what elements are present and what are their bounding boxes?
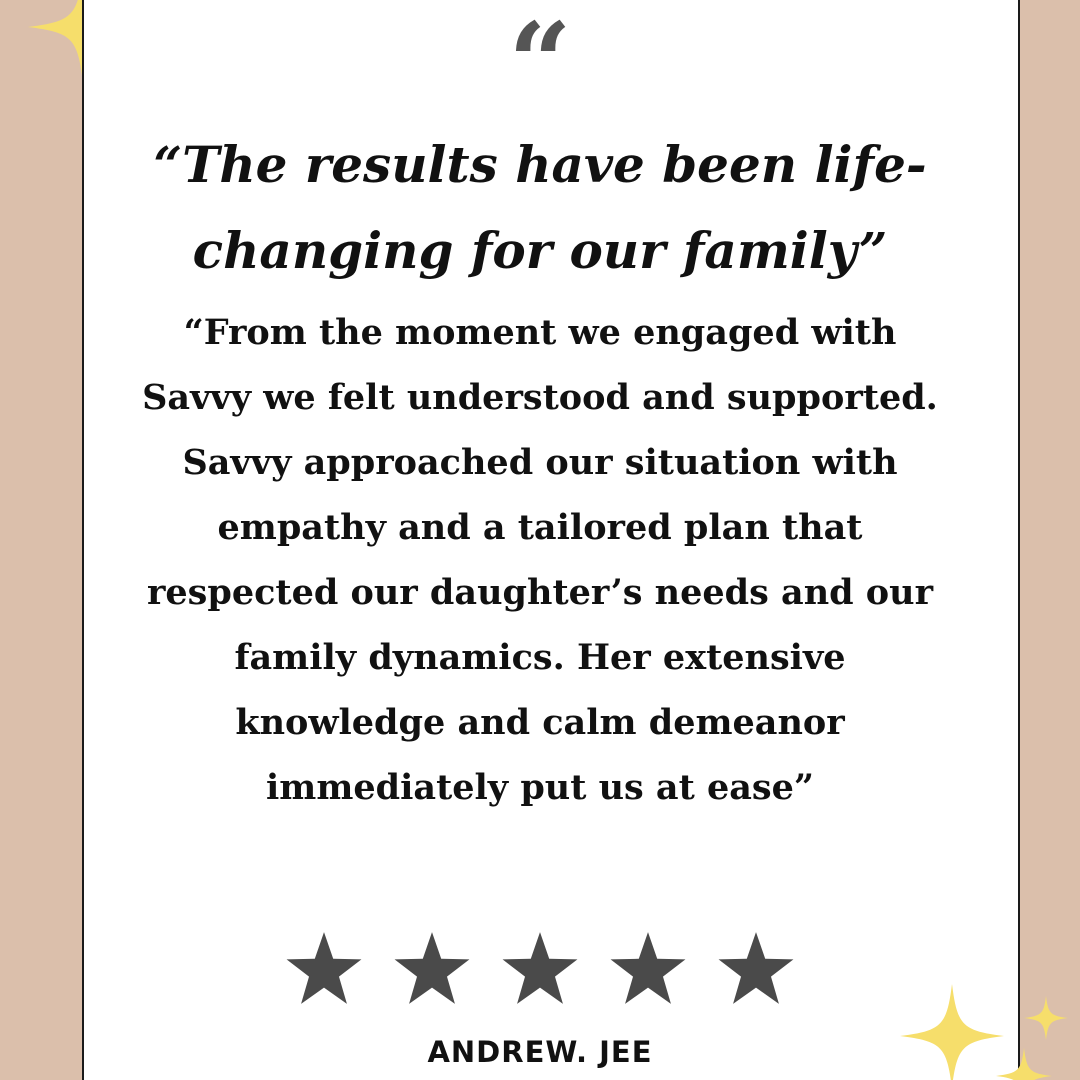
star-icon (393, 930, 471, 1006)
testimonial-body: “From the moment we engaged with Savvy we felt understood and supported. Savvy approached our situation with empathy and a tailored plan that respected our daughter’s needs and our family dynamics. Her extensive knowledge and calm demeanor immediately put us at ease” (142, 312, 938, 808)
star-icon (609, 930, 687, 1006)
author-name: ANDREW. JEE (427, 1035, 653, 1069)
testimonial-headline: “The results have been life-changing for our family” (153, 135, 927, 280)
star-icon (717, 930, 795, 1006)
star-icon (285, 930, 363, 1006)
star-icon (501, 930, 579, 1006)
star-rating (0, 930, 1080, 1006)
quote-icon: “ (508, 8, 572, 78)
